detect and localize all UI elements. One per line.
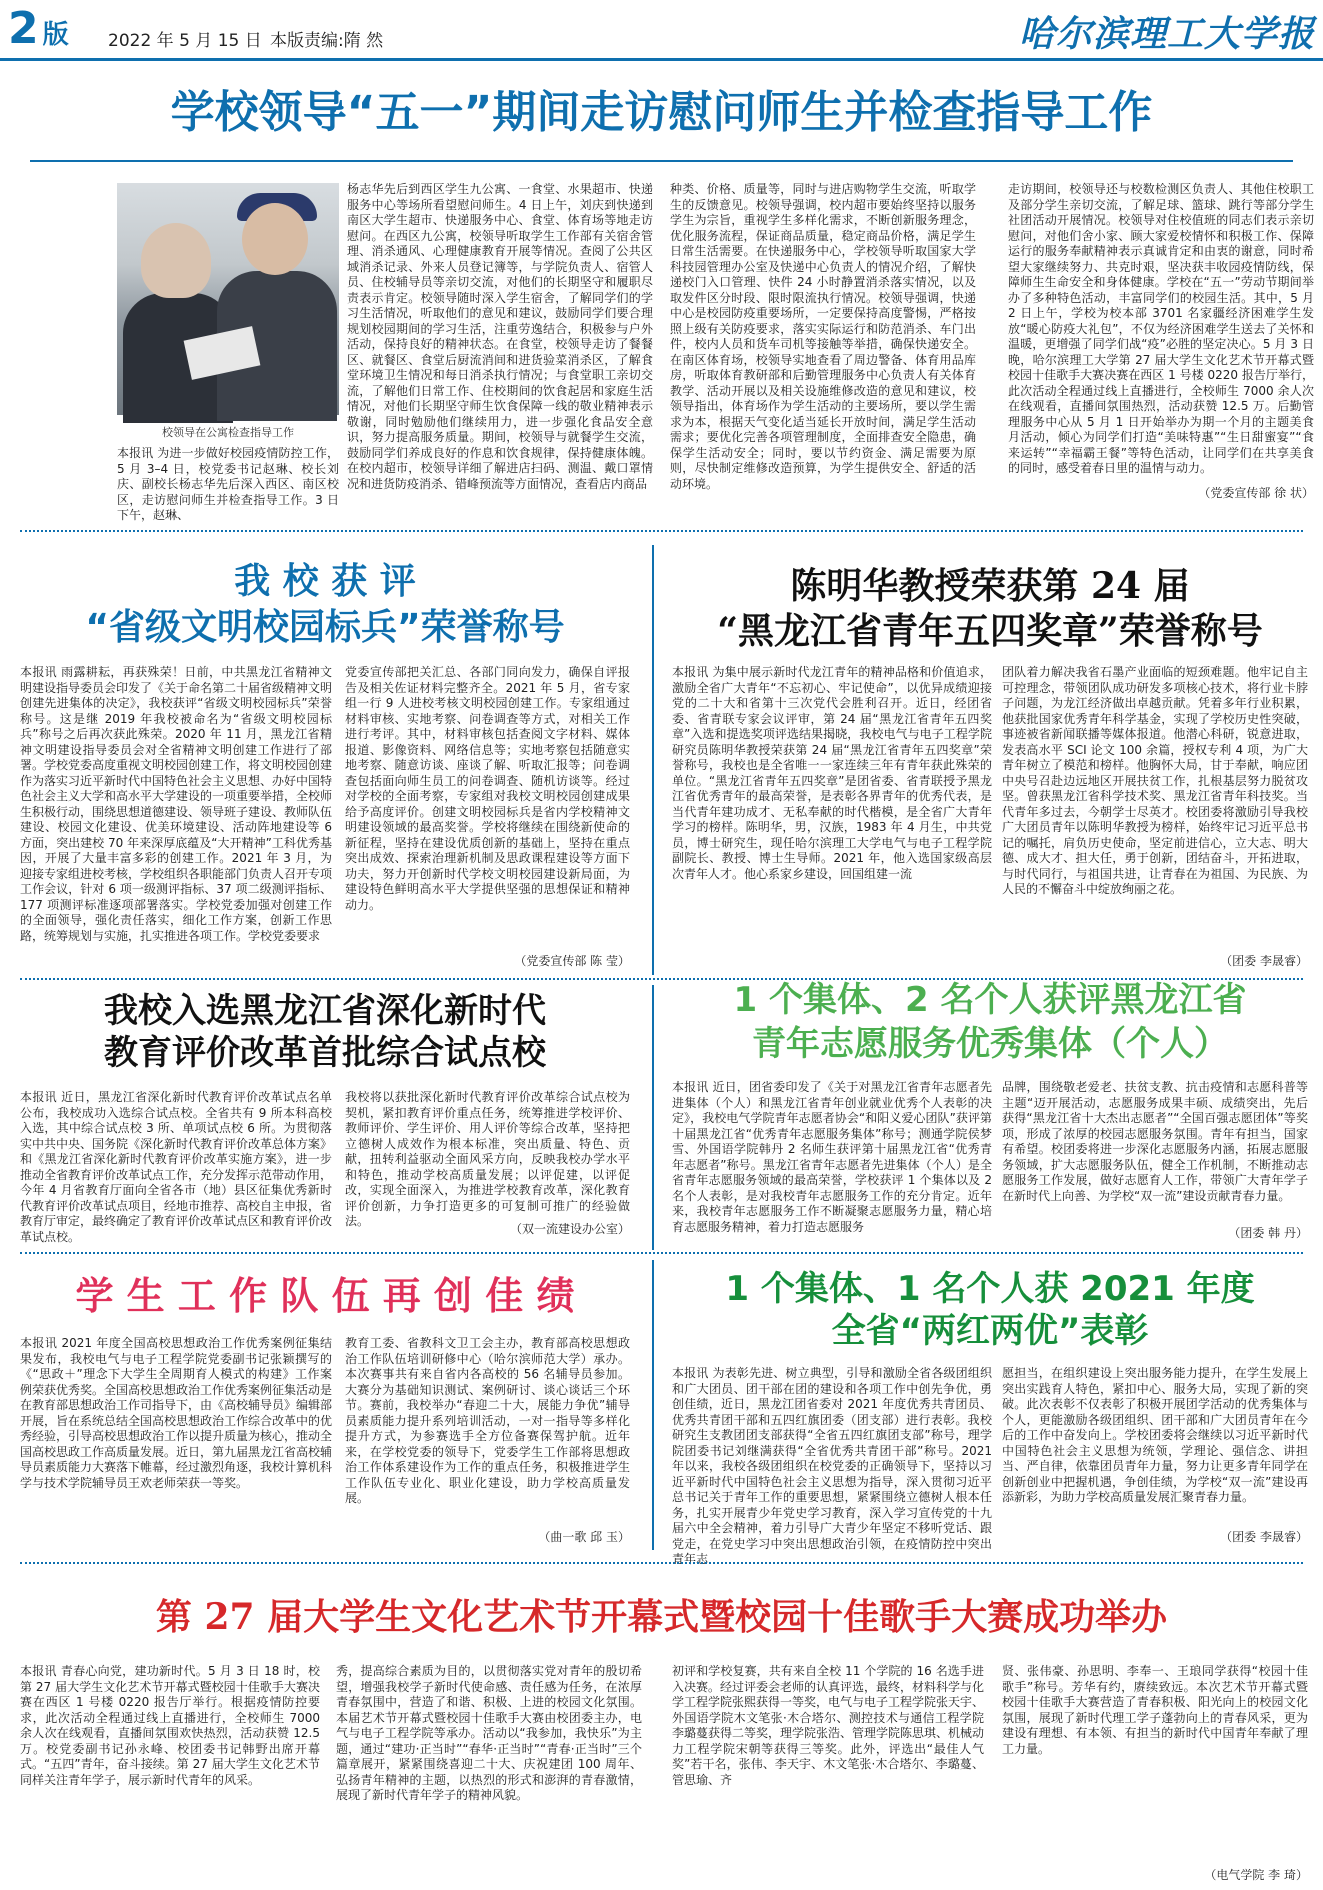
- article8-col1: 本报讯 青春心向党，建功新时代。5 月 3 日 18 时，校第 27 届大学生文化艺术节开幕式暨校园十佳歌手大赛决赛在西区 1 号楼 0220 报告厅举行。根据疫情防控要求，此次活动全程通过线上直播进行，全校师生 7000 余人次在线观看，直播间氛围欢快热烈，活动获赞 12.5 万。校党委副书记孙永峰、校团委书记韩野出席开幕式。“五四”青年，奋斗接续。第 27 届大学生文化艺术节同样关注青年学子，展示新时代青年的风采。: [20, 1664, 320, 1787]
- article1-col1: 本报讯 为进一步做好校园疫情防控工作，5 月 3–4 日，校党委书记赵琳、校长刘庆、副校长杨志华先后深入西区、南区校区，走访慰问师生并检查指导工作。3 日下午，赵琳、: [117, 446, 339, 522]
- article6-col1: 本报讯 2021 年度全国高校思想政治工作优秀案例征集结果发布，我校电气与电子工程学院党委副书记张颖撰写的《“思政＋”理念下大学生全周期育人模式的构建》工作案例荣获优秀奖。全国高校思想政治工作优秀案例征集活动是在教育部思想政治工作司指导下，由《高校辅导员》编辑部开展，旨在系统总结全国高校思想政治工作综合改革中的优秀经验，引导高校思想政治工作以提升质量为核心，推动全国高校思政工作高质量发展。近日，第九届黑龙江省高校辅导员素质能力大赛落下帷幕，经过激烈角逐，我校计算机科学与技术学院辅导员王欢老师荣获一等奖。: [20, 1336, 333, 1490]
- article4-headline-line2: 教育评价改革首批综合试点校: [104, 1033, 546, 1073]
- article8-col3: 初评和学校复赛，共有来自全校 11 个学院的 16 名选手进入决赛。经过评委会老师的认真评选，最终，材料科学与化学工程学院张熙获得一等奖，电气与电子工程学院张天宇、外国语学院木文笔张·木合塔尔、测控技术与通信工程学院李璐蔓获得二等奖，理学院张浩、管理学院陈思琪、机械动力工程学院宋朝等获得三等奖。此外，评选出“最佳人气奖”若干名，张伟、李天宇、木文笔张·木合塔尔、李璐蔓、管思瑜、齐: [672, 1664, 985, 1787]
- article1-col2: 杨志华先后到西区学生九公寓、一食堂、水果超市、快递服务中心等场所看望慰问师生。4 日上午，刘庆到快递到南区大学生超市、快递服务中心、食堂、体育场等地走访慰问。在西区九公寓，校领导听取学生工作部有关宿舍管理、消杀通风、心理健康教育开展等情况。查阅了公共区域消杀记录、外来人员登记簿等，与学院负责人、宿管人员、住校辅导员等亲切交流，对他们的长期坚守和履职尽责表示肯定。校领导随时深入学生宿舍，了解同学们的学习生活情况，听取他们的意见和建议，鼓励同学们要合理规划校园期间的学习生活，注重劳逸结合，积极参与户外活动，保持良好的精神状态。在食堂，校领导走访了餐餐区、就餐区、食堂后厨流消间和进货验菜消杀区，了解食堂环境卫生情况和每日消杀执行情况；与食堂职工亲切交流，了解他们日常工作、住校期间的饮食起居和家庭生活情况，对他们长期坚守师生饮食保障一线的敬业精神表示敬谢，同时勉励他们继续用力，进一步强化食品安全意识，努力提高服务质量。期间，校领导与就餐学生交流，鼓励同学们养成良好的作息和饮食规律，保持健康体魄。在校内超市，校领导详细了解进店扫码、测温、戴口罩情况和进货防疫消杀、错峰预流等方面情况，查看店内商品: [347, 182, 653, 491]
- article8-headline: 第 27 届大学生文化艺术节开幕式暨校园十佳歌手大赛成功举办: [155, 1596, 1168, 1638]
- article5-signature: （团委 韩 丹）: [1228, 1226, 1308, 1240]
- article6-signature: （曲一歌 邱 玉）: [538, 1530, 630, 1544]
- article7-headline-line1: 1 个集体、1 名个人获 2021 年度: [725, 1269, 1255, 1309]
- column-divider: [652, 1260, 654, 1550]
- column-divider: [652, 545, 654, 975]
- article3-headline-line1: 陈明华教授荣获第 24 届: [790, 565, 1190, 607]
- article8-signature: （电气学院 李 琦）: [1204, 1868, 1308, 1882]
- article4-col1: 本报讯 近日，黑龙江省深化新时代教育评价改革试点名单公布，我校成功入选综合试点校。全省共有 9 所本科高校入选，其中综合试点校 3 所、单项试点校 6 所。为贯彻落实中共中央、国务院《深化新时代教育评价改革总体方案》和《黑龙江省深化新时代教育评价改革实施方案》，进一步推动全省教育评价改革试点工作，充分发挥示范带动作用，今年 4 月省教育厅面向全省各市（地）县区征集优秀新时代教育评价改革试点项目，经地市推荐、高校自主申报，省教育厅审定，最终确定了教育评价改革试点区和教育评价改革试点校。: [20, 1090, 333, 1244]
- article7-col2: 愿担当，在组织建设上突出服务能力提升，在学生发展上突出实践育人特色，紧扣中心、服务大局，实现了新的突破。此次表彰不仅表彰了积极开展团学活动的优秀集体与个人，更能激励各级团组织、团干部和广大团员青年在今后的工作中奋发向上。学校团委将会继续以习近平新时代中国特色社会主义思想为统领，学理论、强信念、讲担当、严自律，依靠团员青年力量，努力让更多青年同学在创新创业中把握机遇，争创佳绩，为学校“双一流”建设再添新彩，为助力学校高质量发展汇聚青春力量。: [1002, 1366, 1308, 1504]
- page-header: [0, 0, 1323, 61]
- article2-signature: （党委宣传部 陈 莹）: [514, 954, 630, 968]
- article3-col1: 本报讯 为集中展示新时代龙江青年的精神品格和价值追求，激励全省广大青年“不忘初心、牢记使命”，以优异成绩迎接党的二十大和省第十三次党代会胜利召开。近日，经团省委、省青联专家会议评审，第 24 届“黑龙江省青年五四奖章”入选和提选奖项评选结果揭晓，我校电气与电子工程学院研究员陈明华教授荣获第 24 届“黑龙江省青年五四奖章”荣誉称号，我校也是全省唯一一家连续三年有青年获此殊荣的单位。“黑龙江省青年五四奖章”是团省委、省青联授予黑龙江省优秀青年的最高荣誉，是表彰各界青年的优秀代表，是当代青年建功成才、无私奉献的时代楷模，是全省广大青年学习的榜样。陈明华，男，汉族，1983 年 4 月生，中共党员，博士研究生，现任哈尔滨理工大学电气与电子工程学院副院长、教授、博士生导师。2021 年，他入选国家级高层次青年人才。他心系家乡建设，回国组建一流: [672, 665, 992, 881]
- article8-col2: 秀，提高综合素质为目的，以贯彻落实党对青年的殷切希望，增强我校学子新时代使命感、责任感为任务，在浓厚青春氛围中，营造了和谐、积极、上进的校园文化氛围。本届艺术节开幕式暨校园十佳歌手大赛由校团委主办，电气与电子工程学院等承办。活动以“我参加，我快乐”为主题，通过“建功·正当时”“春华·正当时”“青春·正当时”三个篇章展开，紧紧围绕喜迎二十大、庆祝建团 100 周年、弘扬青年精神的主题，以热烈的形式和澎湃的青春激情，展现了新时代青年学子的精神风貌。: [336, 1664, 642, 1802]
- page-number: 2 版: [8, 3, 69, 54]
- article3-col2: 团队着力解决我省石墨产业面临的短颈难题。他牢记自主可控理念，带领团队成功研发多项核心技术，将行业卡脖子问题，为龙江经济做出卓越贡献。凭着多年行业积累，他获批国家优秀青年科学基金，实现了学校历史性突破，事迹被省新闻联播等媒体报道。他潜心科研，锐意进取，发表高水平 SCI 论文 100 余篇，授权专利 4 项，为广大青年树立了模范和榜样。他胸怀大局，甘于奉献，响应团中央号召赴边远地区开展扶贫工作，扎根基层努力脱贫攻坚。曾获黑龙江省科学技术奖、黑龙江省青年科技奖。当代青年多过去，今朝学士尽英才。校团委将激励引导我校广大团员青年以陈明华教授为榜样，始终牢记习近平总书记的嘱托，肩负历史使命，坚定前进信心，立大志、明大德、成大才、担大任，勇于创新，团结奋斗，开拓进取，与时代同行，与祖国共进，让青春在为祖国、为民族、为人民的不懈奋斗中绽放绚丽之花。: [1002, 665, 1308, 896]
- article1-col4: 走访期间，校领导还与校数检测区负责人、其他住校职工及部分学生亲切交流，了解足球、篮球、跳行等部分学生社团活动开展情况。校领导对住校值班的同志们表示亲切慰问，对他们舍小家、顾大家爱校情怀和积极工作、保障运行的服务奉献精神表示真诚肯定和由衷的谢意，同时希望大家继续努力、共克时艰，坚决获丰收园疫情防线，保障师生生命安全和身体健康。学校在“五一”劳动节期间举办了多种特色活动，丰富同学们的校园生活。其中，5 月 2 日上午，学校为校本部 3701 名家疆经济困难学生发放“暖心防疫大礼包”，不仅为经济困难学生送去了关怀和温暖，更增强了同学们战“疫”必胜的坚定决心。5 月 3 日晚，哈尔滨理工大学第 27 届大学生文化艺术节开幕式暨校园十佳歌手大赛决赛在西区 1 号楼 0220 报告厅举行，此次活动全程通过线上直播进行，全校师生 7000 余人次在线观看，直播间氛围热烈，活动获赞 12.5 万。后勤管理服务中心从 5 月 1 日开始举办为期一个月的主题美食月活动，倾心为同学们打造“美味特惠”“生日甜蜜宴”“食来运转”“幸福霸王餐”等特色活动，让同学们在共享美食的同时，感受着春日里的温情与动力。: [1008, 182, 1314, 475]
- section-divider: [20, 1252, 1303, 1254]
- divider: [30, 160, 1293, 162]
- article1-signature: （党委宣传部 徐 状）: [1198, 486, 1314, 500]
- article1-col3: 种类、价格、质量等，同时与进店购物学生交流，听取学生的反馈意见。校领导强调，校内超市要始终坚持以服务学生为宗旨，重视学生多样化需求，不断创新服务理念，优化服务流程，保证商品质量，稳定商品价格，满足学生日常生活需要。在快递服务中心，学校领导听取国家大学科技园管理办公室及快递中心负责人的情况介绍，了解快递校门入口管理、快件 24 小时静置消杀落实情况，以及取发件区分时段、限时限流执行情况。校领导强调，快递中心是校园防疫重要场所，一定要保持高度警惕，严格按照上级有关防疫要求，落实实际运行和防范消杀、车门出件，校内人员和货车司机等接触等举措，确保快递安全。在南区体育场，校领导实地查看了周边警备、体育用品库房，听取体育教研部和后勤管理服务中心负责人有关体育教学、活动开展以及相关设施维修改造的意见和建议，校领导指出，体育场作为学生活动的主要场所，要以学生需求为本，根据天气变化适当延长开放时间，满足学生活动需求；要优化完善各项管理制度，全面排查安全隐患，确保学生活动安全；同时，要以节约资金、满足需要为原则，尽快制定维修改造预算，为学生提供安全、舒适的活动环境。: [670, 182, 976, 491]
- page-editor: 本版责编:隋 然: [270, 31, 384, 51]
- article2-headline-line2: “省级文明校园标兵”荣誉称号: [85, 607, 565, 648]
- article8-col4: 贤、张伟豪、孙思明、李奉一、王琅同学获得“校园十佳歌手”称号。芳华有约，赓续致远。本次艺术节开幕式暨校园十佳歌手大赛营造了青春积极、阳光向上的校园文化氛围，展现了新时代理工学子蓬勃向上的青春风采，更为建设有理想、有本领、有担当的新时代中国青年奉献了理工力量。: [1002, 1664, 1308, 1756]
- article1-headline: 学校领导“五一”期间走访慰问师生并检查指导工作: [170, 87, 1153, 138]
- section-divider: [20, 530, 1303, 532]
- article4-col2: 我校将以获批深化新时代教育评价改革综合试点校为契机，紧扣教育评价重点任务，统筹推进学校评价、教师评价、学生评价、用人评价等综合改革，坚持把立德树人成效作为根本标准，突出质量、特色、贡献，扭转利益驱动全面风采方向，反映我校办学水平和特色，推动学校高质量发展；以评促建，以评促改，实现全面深入，为推进学校教育改革，深化教育评价创新，力争打造更多的可复制可推广的经验做法。: [345, 1090, 630, 1228]
- news-photo: [117, 183, 339, 415]
- article7-headline-line2: 全省“两红两优”表彰: [831, 1311, 1149, 1351]
- article4-signature: （双一流建设办公室）: [509, 1222, 630, 1236]
- article7-col1: 本报讯 为表彰先进、树立典型，引导和激励全省各级团组织和广大团员、团干部在团的建设和各项工作中创先争优，勇创佳绩，近日，黑龙江团省委对 2021 年度优秀共青团员、优秀共青团干部和五四红旗团委（团支部）进行表彰。我校研究生支教团团支部获得“全省五四红旗团支部”称号，理学院团委书记刘继满获得“全省优秀共青团干部”称号。2021 年以来，我校各级团组织在校党委的正确领导下，坚持以习近平新时代中国特色社会主义思想为指导，深入贯彻习近平总书记关于青年工作的重要思想，紧紧围绕立德树人根本任务，扎实开展青少年党史学习教育，深入学习宣传党的十九届六中全会精神，着力引导广大青少年坚定不移听党话、跟党走，在党史学习中突出思想政治引领，在疫情防控中突出青年志: [672, 1366, 992, 1566]
- masthead-logo: 哈尔滨理工大学报: [1018, 13, 1315, 55]
- column-divider: [652, 985, 654, 1250]
- article6-col2: 教育工委、省教科文卫工会主办，教育部高校思想政治工作队伍培训研修中心（哈尔滨师范大学）承办。本次赛事共有来自省内各高校的 56 名辅导员参加。大赛分为基础知识测试、案例研讨、谈心谈话三个环节。赛前，我校举办“春迎二十大，展能力争优”辅导员素质能力提升系列培训活动，一对一指导等多样化提升方式，为参赛选手全方位备赛保驾护航。近年来，在学校党委的领导下，党委学生工作部将思想政治工作体系建设作为工作的重点任务，积极推进学生工作队伍专业化、职业化建设，助力学校高质量发展。: [345, 1336, 630, 1505]
- article7-signature: （团委 李晟睿）: [1220, 1530, 1308, 1544]
- article3-headline-line2: “黑龙江省青年五四奖章”荣誉称号: [717, 610, 1263, 652]
- photo-caption: 校领导在公寓检查指导工作: [162, 426, 294, 439]
- issue-date: 2022 年 5 月 15 日: [108, 31, 262, 51]
- article2-col1: 本报讯 雨露耕耘，再获殊荣！日前，中共黑龙江省精神文明建设指导委员会印发了《关于命名第二十届省级精神文明创建先进集体的决定》，我校获评“省级文明校园标兵”荣誉称号。这是继 2019 年我校被命名为“省级文明校园标兵”称号之后再次获此殊荣。2020 年 11 月，黑龙江省精神文明建设指导委员会对全省精神文明创建工作进行了部署。学校党委高度重视文明校园创建工作，将文明校园创建作为落实习近平新时代中国特色社会主义思想、办好中国特色社会主义大学和高水平大学建设的一项重要举措，全校师生积极行动，围绕思想道德建设、领导班子建设、教师队伍建设、校园文化建设、优美环境建设、活动阵地建设等 6 方面，突出建校 70 年来深厚底蕴及“大开精神”工科优秀基因，开展了大量丰富多彩的创建工作。2021 年 3 月，为迎接专家组进校考核，学校组织各职能部门负责人召开专项工作会议，针对 6 项一级测评指标、37 项二级测评指标、177 项测评标准逐项部署落实。学校党委加强对创建工作的全面领导，强化责任落实，细化工作方案，创新工作思路，统筹规划与实施，扎实推进各项工作。学校党委要求: [20, 665, 333, 943]
- article2-col2: 党委宣传部把关汇总、各部门同向发力，确保自评报告及相关佐证材料完整齐全。2021 年 5 月，省专家组一行 9 人进校考核文明校园创建工作。专家组通过材料审核、实地考察、问卷调查等方式，对相关工作进行考评。其中，材料审核包括查阅文字材料、媒体报道、影像资料、网络信息等；实地考察包括随意实地考察、随意访谈、座谈了解、听取汇报等；问卷调查包括面向师生员工的问卷调查、随机访谈等。经过对学校的全面考察，专家组对我校文明校园创建成果给予高度评价。创建文明校园标兵是省内学校精神文明建设领域的最高奖誉。学校将继续在围绕新使命的新征程，坚持在建设优质创新的基础上，坚持在重点突出成效、探索治理新机制及思政课程建设等方面下功夫，努力开创新时代学校文明校园建设新局面，为建设特色鲜明高水平大学提供坚强的思想保证和精神动力。: [345, 665, 630, 912]
- article2-headline-line1: 我 校 获 评: [234, 561, 416, 602]
- article5-headline-line1: 1 个集体、2 名个人获评黑龙江省: [733, 980, 1247, 1020]
- article5-col1: 本报讯 近日，团省委印发了《关于对黑龙江省青年志愿者先进集体（个人）和黑龙江省青年创业就业优秀个人表彰的决定》，我校电气学院青年志愿者协会“和阳义爱心团队”获评第十届黑龙江省“优秀青年志愿服务集体”称号；测通学院侯梦雪、外国语学院韩丹 2 名师生获评第十届黑龙江省“优秀青年志愿者”称号。黑龙江省青年志愿者先进集体（个人）是全省青年志愿服务领域的最高荣誉，学校获评 1 个集体以及 2 名个人表彰，是对我校青年志愿服务工作的充分肯定。近年来，我校青年志愿服务工作不断凝聚志愿服务力量，精心培育志愿服务精神，着力打造志愿服务: [672, 1080, 992, 1234]
- article5-col2: 品牌，围绕敬老爱老、扶贫支教、抗击疫情和志愿科普等主题“迈开展活动，志愿服务成果丰硕、成绩突出，先后获得“黑龙江省十大杰出志愿者”“全国百强志愿团体”等奖项，形成了浓厚的校园志愿服务氛围。青年有担当，国家有希望。校团委将进一步深化志愿服务内涵，拓展志愿服务领域，扩大志愿服务队伍，健全工作机制，不断推动志愿服务工作发展，做好志愿育人工作，带领广大青年学子在新时代上向善、为学校“双一流”建设贡献青春力量。: [1002, 1080, 1308, 1203]
- article6-headline: 学 生 工 作 队 伍 再 创 佳 绩: [75, 1274, 575, 1318]
- section-divider: [20, 1562, 1303, 1564]
- article4-headline-line1: 我校入选黑龙江省深化新时代: [104, 991, 546, 1031]
- article3-signature: （团委 李晟睿）: [1220, 954, 1308, 968]
- article5-headline-line2: 青年志愿服务优秀集体（个人）: [752, 1024, 1228, 1064]
